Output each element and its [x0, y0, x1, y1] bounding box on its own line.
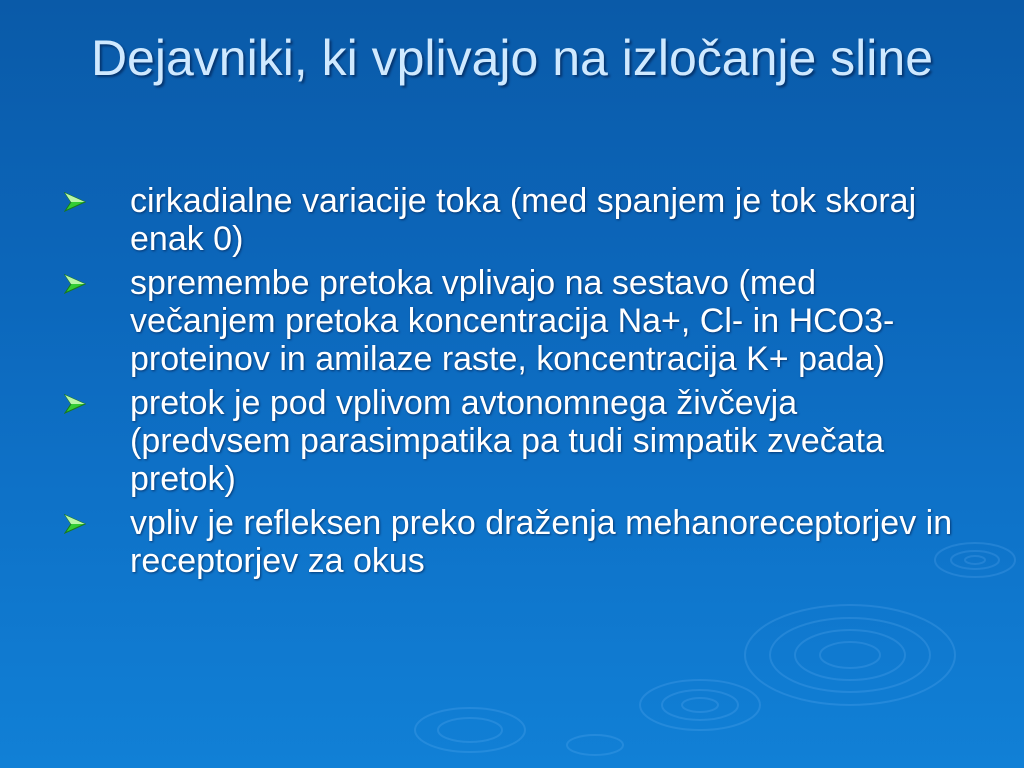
bullet-list	[62, 182, 962, 586]
bullet-item	[62, 264, 962, 378]
bullet-text: vpliv je refleksen preko draženja mehanoreceptorjev in receptorjev za okus	[130, 504, 953, 580]
slide-title: Dejavniki, ki vplivajo na izločanje sline	[90, 30, 934, 86]
bullet-text: spremembe pretoka vplivajo na sestavo (med večanjem pretoka koncentracija Na+, Cl- in HCO3- proteinov in amilaze raste, koncentracija K+ pada)	[130, 264, 895, 378]
green-arrow-bullet-icon	[64, 513, 86, 535]
bullet-item	[62, 384, 962, 498]
green-arrow-bullet-icon	[64, 191, 86, 213]
bullet-text: cirkadialne variacije toka (med spanjem je tok skoraj enak 0)	[130, 182, 917, 258]
bullet-item	[62, 504, 962, 580]
green-arrow-bullet-icon	[64, 273, 86, 295]
bullet-text: pretok je pod vplivom avtonomnega živčevja (predvsem parasimpatika pa tudi simpatik zvečata pretok)	[130, 384, 884, 498]
green-arrow-bullet-icon	[64, 393, 86, 415]
bullet-item	[62, 182, 962, 258]
